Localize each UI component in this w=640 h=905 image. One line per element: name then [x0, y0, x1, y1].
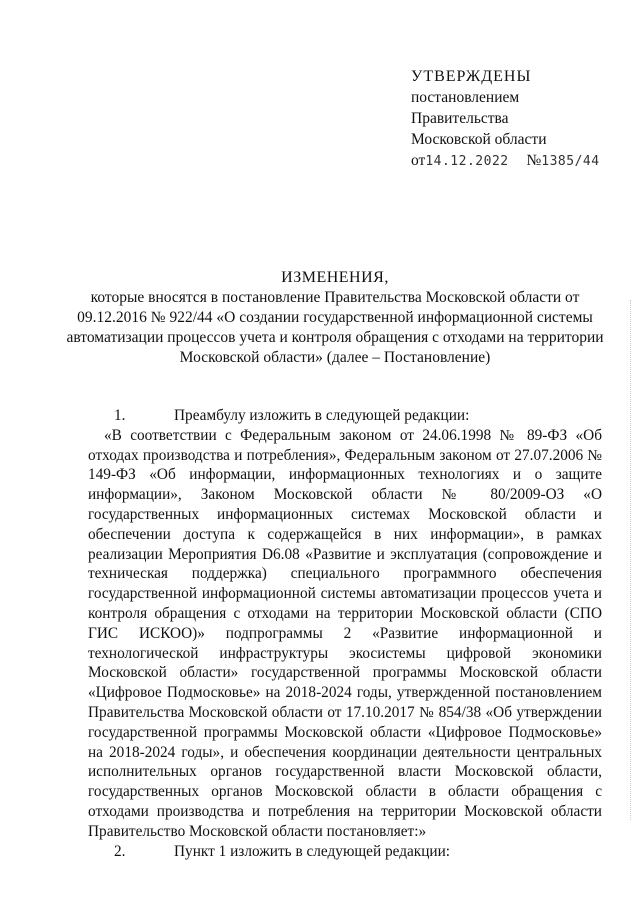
scan-edge-mark — [630, 300, 632, 820]
document-subtitle: которые вносятся в постановление Правительства Московской области от 09.12.2016 № 922/44 «О создании государственной информационной системы автоматизации процессов учета и контроля обращения с отходами на территории Московской области» (далее – Постановление) — [66, 289, 604, 366]
approval-date-line — [411, 150, 611, 172]
approval-line-2: Правительства — [411, 110, 509, 127]
item-number: 2. — [114, 842, 126, 860]
list-item-1 — [88, 406, 602, 426]
document-body — [88, 406, 602, 861]
document-header — [60, 268, 610, 368]
item-number: 1. — [114, 407, 126, 424]
date-prefix: от — [411, 152, 426, 169]
approval-title: УТВЕРЖДЕНЫ — [411, 68, 532, 85]
approval-line-3: Московской области — [411, 131, 547, 148]
item-text: Преамбулу изложить в следующей редакции: — [174, 407, 470, 424]
approval-number: 1385/44 — [541, 154, 600, 169]
document-title: ИЗМЕНЕНИЯ, — [281, 269, 389, 286]
item-text: Пункт 1 изложить в следующей редакции: — [174, 842, 451, 860]
approval-block — [411, 66, 611, 172]
preamble-quote: «В соответствии с Федеральным законом от 24.06.1998 № 89-ФЗ «Об отходах производства и потребления», Федеральным законом от 27.07.2006 № 149-ФЗ «Об информации, информационных технологиях и о защите информации», Законом Московской области № 80/2009-ОЗ «О государственных информационных системах Московской области и обеспечении доступа к содержащейся в них информации», в рамках реализации Мероприятия D6.08 «Развитие и эксплуатация (сопровождение и техническая поддержка) специального программного обеспечения государственной информационной системы автоматизации процессов учета и контроля обращения с отходами на территории Московской области (СПО ГИС ИСКОО)» подпрограммы 2 «Развитие информационной и технологической инфраструктуры экосистемы цифровой экономики Московской области» государственной программы Московской области «Цифровое Подмосковье» на 2018-2024 годы, утвержденной постановлением Правительства Московской области от 17.10.2017 № 854/38 «Об утверждении государственной программы Московской области «Цифровое Подмосковье» на 2018-2024 годы», и обеспечения координации деятельности центральных исполнительных органов государственной власти Московской области, государственных органов Московской области в области обращения с отходами производства и потребления на территории Московской области Правительство Московской области постановляет:» — [88, 426, 602, 840]
number-sign: № — [526, 152, 542, 169]
approval-date: 14.12.2022 — [425, 154, 509, 169]
list-item-2 — [88, 842, 602, 862]
approval-line-1: постановлением — [411, 89, 520, 106]
